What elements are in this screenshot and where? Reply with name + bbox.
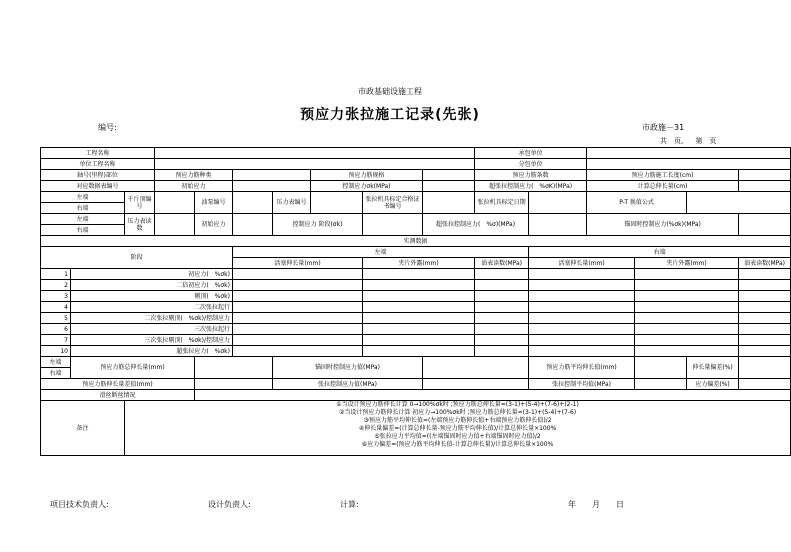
cell[interactable]: [475, 280, 529, 291]
cell[interactable]: [233, 280, 363, 291]
label-control-stage: 控制应力 阶段(σk): [273, 214, 363, 236]
row-number: 5: [41, 313, 71, 324]
cell[interactable]: [635, 335, 739, 346]
field-jack-no[interactable]: [155, 192, 195, 214]
field-control-stage[interactable]: [363, 214, 423, 236]
table-row: [41, 280, 791, 291]
label-gauge-read-right: 油表读数(MPa): [739, 258, 791, 269]
note-line: ④伸长量偏差=(计算总伸长量-预应力筋平均伸长值)/计算总伸长量×100%: [358, 425, 557, 432]
row-number: 7: [41, 335, 71, 346]
table-row: [41, 269, 791, 280]
cell[interactable]: [529, 313, 635, 324]
row-stage: 二次张拉起行: [71, 302, 233, 313]
label-tendon-type: 预应力筋种类: [155, 170, 233, 181]
label-gauge-read-left: 油表读数(MPa): [475, 258, 529, 269]
row-stage: 三次张拉剔顶( %σk)/控制应力: [71, 335, 233, 346]
cell[interactable]: [363, 324, 475, 335]
cell[interactable]: [363, 269, 475, 280]
label-pressure-reading: 压力表读数: [125, 214, 155, 236]
cell[interactable]: [635, 324, 739, 335]
label-tendon-count: 预应力筋条数: [475, 170, 587, 181]
cell[interactable]: [233, 269, 363, 280]
cell[interactable]: [529, 291, 635, 302]
note-line: ⑤张拉应力平均值=((左端锚固时应力值+右端锚固时应力值)/2: [374, 433, 541, 440]
row-number: 3: [41, 291, 71, 302]
label-left-1: 左端: [41, 192, 125, 203]
footer-date: 年 月 日: [568, 500, 624, 509]
cell[interactable]: [363, 335, 475, 346]
row-number: 10: [41, 346, 71, 357]
field-calc-total[interactable]: [739, 181, 791, 192]
cell[interactable]: [739, 291, 791, 302]
cell[interactable]: [233, 346, 363, 357]
cell[interactable]: [739, 269, 791, 280]
note-line: ③预应力筋平均伸长值=(左端预应力筋伸长值+右端预应力筋伸长值)/2: [363, 417, 552, 424]
label-gauge-no: 对应数据表编号: [41, 181, 155, 192]
label-stage: 阶段: [41, 247, 233, 269]
label-over-stress2: 超张拉控制应力( %σ)(MPa): [423, 214, 529, 236]
label-left-2: 左端: [41, 214, 125, 225]
table-row: [41, 324, 791, 335]
table-row: [41, 302, 791, 313]
field-ctrl-stress-val[interactable]: [423, 379, 529, 390]
cell[interactable]: [739, 302, 791, 313]
label-ctrl-stress-val: 张拉控制应力值(MPa): [273, 379, 423, 390]
field-ctrl-avg[interactable]: [635, 379, 687, 390]
table-row: [41, 346, 791, 357]
field-anchor-stress[interactable]: [739, 214, 791, 236]
label-right-3: 右端: [41, 368, 71, 379]
label-initial-stress: 初始应力: [155, 181, 233, 192]
label-piston-left: 活塞伸长量(mm): [233, 258, 363, 269]
cell[interactable]: [475, 291, 529, 302]
label-axis-part: 轴号(里程)部位: [41, 170, 155, 181]
label-anchor-stress: 锚固时控制应力(%σk)(MPa): [587, 214, 739, 236]
label-pressure-gauge-no: 压力表编号: [273, 192, 311, 214]
label-clip-right: 夹片外露(mm): [635, 258, 739, 269]
field-elong-diff[interactable]: [195, 379, 273, 390]
cell[interactable]: [635, 313, 739, 324]
label-right-2: 右端: [41, 225, 125, 236]
footer-calc: 计算:: [340, 500, 359, 509]
field-tendon-date[interactable]: [739, 170, 791, 181]
row-stage: 三次张拉起行: [71, 324, 233, 335]
label-left-3: 左端: [41, 357, 71, 368]
field-unit-project[interactable]: [155, 159, 475, 170]
label-measured: 实测数据: [41, 236, 791, 247]
cell[interactable]: [529, 280, 635, 291]
cell[interactable]: [363, 346, 475, 357]
field-init-stress2[interactable]: [233, 214, 273, 236]
cell[interactable]: [635, 302, 739, 313]
cell[interactable]: [739, 280, 791, 291]
label-elong-diff: 预应力筋伸长量差值(mm): [41, 379, 195, 390]
cell[interactable]: [475, 269, 529, 280]
label-calc-total: 计算总伸长量(cm): [587, 181, 739, 192]
label-contractor: 承包单位: [475, 148, 587, 159]
cell[interactable]: [739, 335, 791, 346]
field-control-stress[interactable]: [423, 181, 475, 192]
field-calib-date[interactable]: [529, 192, 587, 214]
remarks-notes: [125, 401, 791, 456]
field-pressure-reading[interactable]: [155, 214, 195, 236]
page-title: 预应力张拉施工记录(先张): [300, 107, 480, 123]
field-tendon-spec[interactable]: [423, 170, 475, 181]
record-table: [40, 147, 791, 456]
label-subcontractor: 分包单位: [475, 159, 587, 170]
note-line: ①当设计预应力筋伸长计算 0→100%σk时 ;预应力筋总伸长量=(3-1)+(5-4)+(7-6)+(2-1): [336, 401, 579, 408]
field-contractor[interactable]: [587, 148, 791, 159]
cell[interactable]: [529, 346, 635, 357]
field-subcontractor[interactable]: [587, 159, 791, 170]
table-row: [41, 313, 791, 324]
cell[interactable]: [739, 313, 791, 324]
label-total-elong: 预应力筋总伸长量(mm): [71, 357, 195, 379]
label-pump-no: 油泵编号: [195, 192, 233, 214]
cell[interactable]: [363, 313, 475, 324]
cell[interactable]: [635, 280, 739, 291]
row-stage: 二次张拉剔顶( %σk)/控制应力: [71, 313, 233, 324]
cell[interactable]: [475, 302, 529, 313]
cell[interactable]: [475, 324, 529, 335]
cell[interactable]: [475, 313, 529, 324]
label-piston-right: 活塞伸长量(mm): [529, 258, 635, 269]
label-control-stress: 控制应力σk(MPa): [311, 181, 423, 192]
cell[interactable]: [529, 324, 635, 335]
label-left-end: 左端: [233, 247, 529, 258]
cell[interactable]: [529, 269, 635, 280]
field-avg-elong[interactable]: [635, 357, 687, 379]
row-stage: 二倍初应力( %σk): [71, 280, 233, 291]
field-tendon-type[interactable]: [233, 170, 311, 181]
label-calib-cert: 张拉机具标定合格证书编号: [363, 192, 423, 214]
cell[interactable]: [529, 302, 635, 313]
cell[interactable]: [363, 302, 475, 313]
cell[interactable]: [635, 291, 739, 302]
row-stage: 超张拉应力( %σk): [71, 346, 233, 357]
field-over-stress2[interactable]: [529, 214, 587, 236]
cell[interactable]: [739, 346, 791, 357]
cell[interactable]: [233, 335, 363, 346]
footer-designer: 设计负责人:: [208, 500, 251, 509]
label-jack-no: 千斤顶编号: [125, 192, 155, 214]
field-project-name[interactable]: [155, 148, 475, 159]
table-row: [41, 291, 791, 302]
label-avg-elong: 预应力筋平均伸长值(mm): [529, 357, 635, 379]
cell[interactable]: [529, 335, 635, 346]
label-broken-wire: 滑丝断丝情况: [41, 390, 195, 401]
cell[interactable]: [233, 291, 363, 302]
label-ctrl-avg: 张拉控制平均值(MPa): [529, 379, 635, 390]
label-formula: P-T 换值公式: [587, 192, 687, 214]
field-formula[interactable]: [687, 192, 791, 214]
row-stage: 初应力( %σk): [71, 269, 233, 280]
field-stress-dev[interactable]: [739, 379, 791, 390]
note-line: ⑥应力偏差=(预应力筋平均伸长值-计算总伸长量)/计算总伸长量×100%: [361, 441, 554, 448]
note-line: ②当设计预应力筋伸长计算 初应力→100%σk时 ;预应力筋总伸长量=(3-1)+(5-4)+(7-6): [338, 409, 577, 416]
label-tendon-spec: 预应力筋规格: [311, 170, 423, 181]
row-stage: 剔顶( %σk): [71, 291, 233, 302]
field-calib-cert[interactable]: [423, 192, 475, 214]
table-row: [41, 335, 791, 346]
field-pump-no[interactable]: [233, 192, 273, 214]
header-subtitle: 市政基础设施工程: [358, 87, 422, 96]
page-count: 共 页, 第 页: [660, 137, 717, 145]
label-anchor-control: 锚固时控制应力值(MPa): [273, 357, 423, 379]
cell[interactable]: [233, 313, 363, 324]
field-broken-wire[interactable]: [195, 390, 791, 401]
cell[interactable]: [475, 335, 529, 346]
form-code: 市政施－31: [642, 123, 685, 132]
cell[interactable]: [363, 291, 475, 302]
field-total-elong[interactable]: [195, 357, 273, 379]
field-initial-stress[interactable]: [233, 181, 311, 192]
row-number: 2: [41, 280, 71, 291]
row-number: 6: [41, 324, 71, 335]
row-number: 1: [41, 269, 71, 280]
number-label: 编号:: [98, 123, 117, 132]
label-calib-date: 张拉机具标定日期: [475, 192, 529, 214]
cell[interactable]: [635, 346, 739, 357]
footer-tech-lead: 项目技术负责人:: [50, 500, 109, 509]
label-over-stress: 超张拉控制应力( %σK)(MPa): [475, 181, 587, 192]
label-unit-project: 单位工程名称: [41, 159, 155, 170]
cell[interactable]: [233, 302, 363, 313]
label-right-1: 右端: [41, 203, 125, 214]
field-pressure-gauge-no[interactable]: [311, 192, 363, 214]
label-clip-left: 夹片外露(mm): [363, 258, 475, 269]
label-init-stress2: 初始应力: [195, 214, 233, 236]
row-number: 4: [41, 302, 71, 313]
label-project-name: 工程名称: [41, 148, 155, 159]
label-tendon-date: 预应力筋施工长度(cm): [587, 170, 739, 181]
cell[interactable]: [739, 324, 791, 335]
cell[interactable]: [475, 346, 529, 357]
cell[interactable]: [233, 324, 363, 335]
field-elong-dev[interactable]: [739, 357, 791, 379]
label-stress-dev: 应力偏差(%): [687, 379, 739, 390]
label-right-end: 右端: [529, 247, 791, 258]
cell[interactable]: [635, 269, 739, 280]
cell[interactable]: [363, 280, 475, 291]
label-remarks: 备注: [41, 401, 125, 456]
field-anchor-control[interactable]: [423, 357, 529, 379]
label-elong-dev: 伸长量偏差(%): [687, 357, 739, 379]
